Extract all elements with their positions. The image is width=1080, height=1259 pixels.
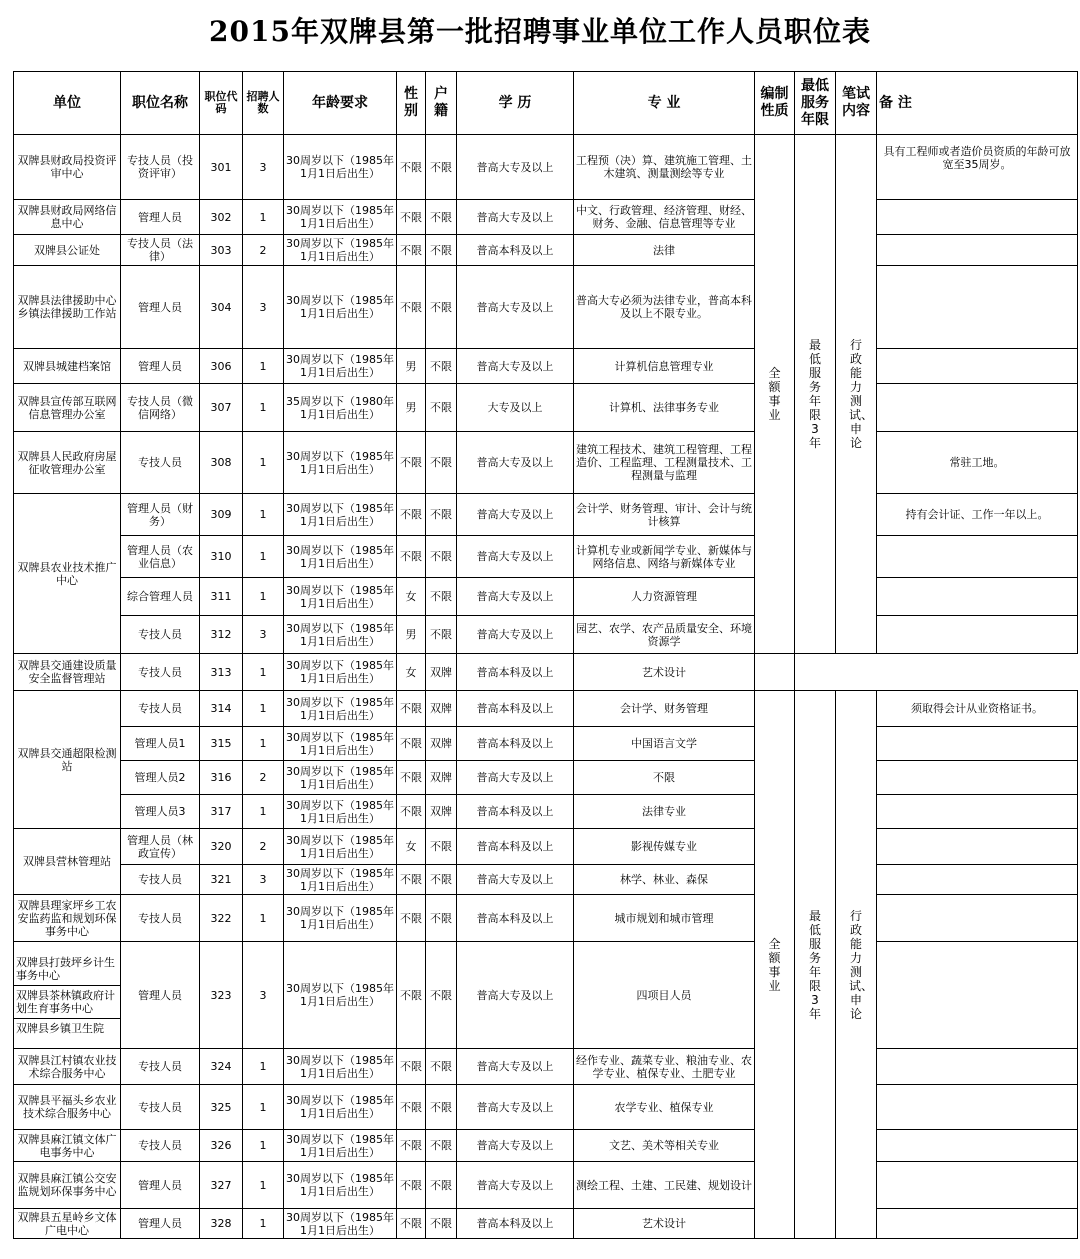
position-cell: 专技人员 [121, 1085, 200, 1130]
age-cell: 30周岁以下（1985年1月1日后出生） [284, 1209, 397, 1239]
edu-cell: 普高大专及以上 [457, 494, 574, 536]
gender-cell: 不限 [397, 135, 426, 200]
table-row [14, 865, 1078, 895]
table-row [14, 1085, 1078, 1130]
remark-cell: 具有工程师或者造价员资质的年龄可放宽至35周岁。 [877, 135, 1078, 200]
gender-cell: 男 [397, 616, 426, 654]
edu-cell: 普高本科及以上 [457, 829, 574, 865]
edu-cell: 普高大专及以上 [457, 1085, 574, 1130]
major-cell: 计算机、法律事务专业 [574, 384, 755, 432]
major-cell: 测绘工程、土建、工民建、规划设计 [574, 1162, 755, 1209]
position-cell: 管理人员 [121, 200, 200, 235]
count-cell: 1 [243, 795, 284, 829]
hukou-cell: 不限 [426, 1085, 457, 1130]
position-cell: 专技人员 [121, 1130, 200, 1162]
gender-cell: 不限 [397, 1085, 426, 1130]
major-cell: 普高大专必须为法律专业，普高本科及以上不限专业。 [574, 266, 755, 349]
remark-cell [877, 761, 1078, 795]
count-cell: 1 [243, 1162, 284, 1209]
service-cell [795, 135, 836, 654]
hukou-cell: 不限 [426, 1049, 457, 1085]
table-row [14, 235, 1078, 266]
exam-text: 行政能力测试、申论 [849, 338, 874, 450]
remark-cell [877, 1049, 1078, 1085]
position-cell: 专技人员 [121, 865, 200, 895]
code-cell: 317 [200, 795, 243, 829]
unit-sub: 双牌县茶林镇政府计划生育事务中心 [14, 986, 120, 1019]
edu-cell: 普高大专及以上 [457, 865, 574, 895]
table-row [14, 895, 1078, 942]
code-cell: 322 [200, 895, 243, 942]
remark-cell [877, 1209, 1078, 1239]
major-cell: 艺术设计 [574, 1209, 755, 1239]
edu-cell: 普高大专及以上 [457, 349, 574, 384]
age-cell: 30周岁以下（1985年1月1日后出生） [284, 349, 397, 384]
position-cell: 管理人员（财务） [121, 494, 200, 536]
nature-cell [755, 135, 795, 654]
code-cell: 310 [200, 536, 243, 578]
unit-cell: 双牌县交通超限检测站 [14, 691, 121, 829]
major-cell: 工程预（决）算、建筑施工管理、土木建筑、测量测绘等专业 [574, 135, 755, 200]
hukou-cell: 不限 [426, 1130, 457, 1162]
age-cell: 30周岁以下（1985年1月1日后出生） [284, 829, 397, 865]
count-cell: 1 [243, 691, 284, 727]
age-cell: 30周岁以下（1985年1月1日后出生） [284, 616, 397, 654]
major-cell: 人力资源管理 [574, 578, 755, 616]
age-cell: 30周岁以下（1985年1月1日后出生） [284, 536, 397, 578]
remark-cell [877, 200, 1078, 235]
code-cell: 324 [200, 1049, 243, 1085]
major-cell: 艺术设计 [574, 654, 755, 691]
hukou-cell: 不限 [426, 536, 457, 578]
nature-text: 全额事业 [768, 366, 781, 422]
position-cell: 管理人员 [121, 266, 200, 349]
position-cell: 管理人员1 [121, 727, 200, 761]
nature-cell [755, 691, 795, 1239]
hukou-cell: 不限 [426, 865, 457, 895]
col-code: 职位代码 [200, 72, 243, 135]
col-gender: 性别 [397, 72, 426, 135]
edu-cell: 普高大专及以上 [457, 761, 574, 795]
age-cell: 30周岁以下（1985年1月1日后出生） [284, 1085, 397, 1130]
gender-cell: 不限 [397, 200, 426, 235]
hukou-cell: 不限 [426, 1162, 457, 1209]
table-row [14, 494, 1078, 536]
col-major: 专 业 [574, 72, 755, 135]
position-cell: 管理人员（农业信息） [121, 536, 200, 578]
count-cell: 1 [243, 1049, 284, 1085]
count-cell: 1 [243, 1209, 284, 1239]
count-cell: 1 [243, 654, 284, 691]
edu-cell: 普高本科及以上 [457, 727, 574, 761]
gender-cell: 不限 [397, 727, 426, 761]
edu-cell: 普高本科及以上 [457, 691, 574, 727]
unit-sub: 双牌县打鼓坪乡计生事务中心 [14, 953, 120, 986]
age-cell: 30周岁以下（1985年1月1日后出生） [284, 691, 397, 727]
age-cell: 30周岁以下（1985年1月1日后出生） [284, 1162, 397, 1209]
unit-cell: 双牌县城建档案馆 [14, 349, 121, 384]
gender-cell: 不限 [397, 494, 426, 536]
code-cell: 303 [200, 235, 243, 266]
hukou-cell: 不限 [426, 942, 457, 1049]
major-cell: 农学专业、植保专业 [574, 1085, 755, 1130]
count-cell: 2 [243, 235, 284, 266]
col-hukou: 户籍 [426, 72, 457, 135]
positions-table [13, 71, 1078, 1239]
count-cell: 1 [243, 384, 284, 432]
code-cell: 321 [200, 865, 243, 895]
table-row [14, 349, 1078, 384]
edu-cell: 普高大专及以上 [457, 536, 574, 578]
hukou-cell: 双牌 [426, 691, 457, 727]
gender-cell: 不限 [397, 536, 426, 578]
table-row [14, 578, 1078, 616]
code-cell: 314 [200, 691, 243, 727]
major-cell: 中国语言文学 [574, 727, 755, 761]
hukou-cell: 双牌 [426, 761, 457, 795]
count-cell: 1 [243, 494, 284, 536]
remark-cell [877, 795, 1078, 829]
code-cell: 306 [200, 349, 243, 384]
remark-cell [877, 266, 1078, 349]
hukou-cell: 不限 [426, 895, 457, 942]
remark-cell [877, 578, 1078, 616]
gender-cell: 不限 [397, 1162, 426, 1209]
code-cell: 313 [200, 654, 243, 691]
count-cell: 1 [243, 578, 284, 616]
code-cell: 307 [200, 384, 243, 432]
edu-cell: 普高大专及以上 [457, 616, 574, 654]
code-cell: 327 [200, 1162, 243, 1209]
col-education: 学 历 [457, 72, 574, 135]
remark-cell: 常驻工地。 [877, 432, 1078, 494]
edu-cell: 普高大专及以上 [457, 135, 574, 200]
age-cell: 30周岁以下（1985年1月1日后出生） [284, 727, 397, 761]
unit-cell: 双牌县麻江镇文体广电事务中心 [14, 1130, 121, 1162]
remark-cell [877, 1162, 1078, 1209]
age-cell: 30周岁以下（1985年1月1日后出生） [284, 432, 397, 494]
position-cell: 专技人员（法律） [121, 235, 200, 266]
major-cell: 中文、行政管理、经济管理、财经、财务、金融、信息管理等专业 [574, 200, 755, 235]
age-cell: 30周岁以下（1985年1月1日后出生） [284, 235, 397, 266]
major-cell: 法律专业 [574, 795, 755, 829]
table-row [14, 536, 1078, 578]
remark-cell [877, 1130, 1078, 1162]
position-cell: 专技人员（微信网络） [121, 384, 200, 432]
unit-cell: 双牌县财政局网络信息中心 [14, 200, 121, 235]
count-cell: 3 [243, 266, 284, 349]
edu-cell: 普高本科及以上 [457, 1209, 574, 1239]
hukou-cell: 不限 [426, 616, 457, 654]
gender-cell: 不限 [397, 942, 426, 1049]
code-cell: 325 [200, 1085, 243, 1130]
major-cell: 建筑工程技术、建筑工程管理、工程造价、工程监理、工程测量技术、工程测量与监理 [574, 432, 755, 494]
count-cell: 1 [243, 1130, 284, 1162]
table-row [14, 942, 1078, 1049]
gender-cell: 女 [397, 654, 426, 691]
position-cell: 专技人员 [121, 616, 200, 654]
col-service: 最低服务年限 [795, 72, 836, 135]
remark-cell [877, 536, 1078, 578]
table-row [14, 1130, 1078, 1162]
code-cell: 301 [200, 135, 243, 200]
code-cell: 326 [200, 1130, 243, 1162]
gender-cell: 不限 [397, 1130, 426, 1162]
unit-cell: 双牌县江村镇农业技术综合服务中心 [14, 1049, 121, 1085]
major-cell: 经作专业、蔬菜专业、粮油专业、农学专业、植保专业、土肥专业 [574, 1049, 755, 1085]
edu-cell: 普高大专及以上 [457, 1049, 574, 1085]
age-cell: 30周岁以下（1985年1月1日后出生） [284, 1130, 397, 1162]
major-cell: 会计学、财务管理、审计、会计与统计核算 [574, 494, 755, 536]
unit-cell: 双牌县平福头乡农业技术综合服务中心 [14, 1085, 121, 1130]
table-row [14, 829, 1078, 865]
edu-cell: 普高大专及以上 [457, 266, 574, 349]
hukou-cell: 不限 [426, 266, 457, 349]
gender-cell: 不限 [397, 865, 426, 895]
hukou-cell: 不限 [426, 1209, 457, 1239]
hukou-cell: 不限 [426, 432, 457, 494]
unit-cell: 双牌县法律援助中心乡镇法律援助工作站 [14, 266, 121, 349]
major-cell: 会计学、财务管理 [574, 691, 755, 727]
major-cell: 计算机信息管理专业 [574, 349, 755, 384]
remark-cell [877, 349, 1078, 384]
age-cell: 30周岁以下（1985年1月1日后出生） [284, 895, 397, 942]
hukou-cell: 不限 [426, 135, 457, 200]
count-cell: 1 [243, 349, 284, 384]
major-cell: 林学、林业、森保 [574, 865, 755, 895]
page-title: 2015年双牌县第一批招聘事业单位工作人员职位表 [209, 15, 871, 48]
header-row [14, 72, 1078, 135]
code-cell: 316 [200, 761, 243, 795]
remark-cell: 须取得会计从业资格证书。 [877, 691, 1078, 727]
code-cell: 315 [200, 727, 243, 761]
remark-cell [755, 654, 795, 691]
table-row [14, 691, 1078, 727]
major-cell: 园艺、农学、农产品质量安全、环境资源学 [574, 616, 755, 654]
gender-cell: 女 [397, 829, 426, 865]
code-cell: 312 [200, 616, 243, 654]
code-cell: 320 [200, 829, 243, 865]
table-row [14, 761, 1078, 795]
unit-cell: 双牌县农业技术推广中心 [14, 494, 121, 654]
position-cell: 专技人员 [121, 895, 200, 942]
hukou-cell: 不限 [426, 384, 457, 432]
age-cell: 30周岁以下（1985年1月1日后出生） [284, 865, 397, 895]
unit-cell: 双牌县交通建设质量安全监督管理站 [14, 654, 121, 691]
age-cell: 35周岁以下（1980年1月1日后出生） [284, 384, 397, 432]
hukou-cell: 双牌 [426, 727, 457, 761]
code-cell: 323 [200, 942, 243, 1049]
code-cell: 328 [200, 1209, 243, 1239]
service-text: 最低服务年限3年 [808, 908, 821, 1021]
count-cell: 1 [243, 200, 284, 235]
major-cell: 城市规划和城市管理 [574, 895, 755, 942]
unit-cell [14, 942, 121, 1049]
table-row [14, 384, 1078, 432]
gender-cell: 男 [397, 384, 426, 432]
count-cell: 1 [243, 536, 284, 578]
col-position: 职位名称 [121, 72, 200, 135]
age-cell: 30周岁以下（1985年1月1日后出生） [284, 266, 397, 349]
table-row [14, 266, 1078, 349]
nature-text: 全额事业 [768, 936, 781, 993]
age-cell: 30周岁以下（1985年1月1日后出生） [284, 494, 397, 536]
position-cell: 管理人员 [121, 942, 200, 1049]
unit-cell: 双牌县麻江镇公交安监规划环保事务中心 [14, 1162, 121, 1209]
code-cell: 302 [200, 200, 243, 235]
major-cell: 影视传媒专业 [574, 829, 755, 865]
count-cell: 3 [243, 616, 284, 654]
service-text: 最低服务年限3年 [808, 338, 821, 450]
remark-cell [877, 895, 1078, 942]
code-cell: 311 [200, 578, 243, 616]
remark-cell: 持有会计证、工作一年以上。 [877, 494, 1078, 536]
edu-cell: 普高大专及以上 [457, 578, 574, 616]
unit-cell: 双牌县财政局投资评审中心 [14, 135, 121, 200]
count-cell: 2 [243, 761, 284, 795]
remark-cell [877, 235, 1078, 266]
col-nature: 编制性质 [755, 72, 795, 135]
edu-cell: 普高本科及以上 [457, 654, 574, 691]
count-cell: 2 [243, 829, 284, 865]
position-cell: 管理人员 [121, 1209, 200, 1239]
position-cell: 管理人员（林政宣传） [121, 829, 200, 865]
gender-cell: 不限 [397, 691, 426, 727]
table-row [14, 135, 1078, 200]
unit-cell: 双牌县五星岭乡文体广电中心 [14, 1209, 121, 1239]
gender-cell: 不限 [397, 1209, 426, 1239]
unit-cell: 双牌县理家坪乡工农安监药监和规划环保事务中心 [14, 895, 121, 942]
major-cell: 四项目人员 [574, 942, 755, 1049]
unit-cell: 双牌县宣传部互联网信息管理办公室 [14, 384, 121, 432]
remark-cell [877, 942, 1078, 1049]
table-row [14, 432, 1078, 494]
unit-cell: 双牌县人民政府房屋征收管理办公室 [14, 432, 121, 494]
age-cell: 30周岁以下（1985年1月1日后出生） [284, 200, 397, 235]
age-cell: 30周岁以下（1985年1月1日后出生） [284, 795, 397, 829]
gender-cell: 不限 [397, 432, 426, 494]
edu-cell: 普高大专及以上 [457, 1130, 574, 1162]
edu-cell: 普高大专及以上 [457, 1162, 574, 1209]
table-row [14, 1162, 1078, 1209]
position-cell: 专技人员（投资评审） [121, 135, 200, 200]
major-cell: 法律 [574, 235, 755, 266]
position-cell: 管理人员2 [121, 761, 200, 795]
hukou-cell: 不限 [426, 829, 457, 865]
gender-cell: 不限 [397, 235, 426, 266]
major-cell: 不限 [574, 761, 755, 795]
edu-cell: 大专及以上 [457, 384, 574, 432]
exam-cell [836, 691, 877, 1239]
exam-cell [836, 135, 877, 654]
remark-cell [877, 616, 1078, 654]
age-cell: 30周岁以下（1985年1月1日后出生） [284, 761, 397, 795]
col-exam: 笔试内容 [836, 72, 877, 135]
position-cell: 专技人员 [121, 691, 200, 727]
hukou-cell: 双牌 [426, 795, 457, 829]
col-remark: 备 注 [877, 72, 1078, 135]
gender-cell: 女 [397, 578, 426, 616]
count-cell: 3 [243, 135, 284, 200]
position-cell: 管理人员 [121, 349, 200, 384]
remark-cell [877, 865, 1078, 895]
major-cell: 计算机专业或新闻学专业、新媒体与网络信息、网络与新媒体专业 [574, 536, 755, 578]
col-count: 招聘人数 [243, 72, 284, 135]
count-cell: 1 [243, 895, 284, 942]
edu-cell: 普高大专及以上 [457, 942, 574, 1049]
table-row [14, 727, 1078, 761]
service-cell [795, 691, 836, 1239]
remark-cell [877, 829, 1078, 865]
age-cell: 30周岁以下（1985年1月1日后出生） [284, 135, 397, 200]
position-cell: 综合管理人员 [121, 578, 200, 616]
table-row [14, 1049, 1078, 1085]
gender-cell: 男 [397, 349, 426, 384]
count-cell: 1 [243, 727, 284, 761]
edu-cell: 普高大专及以上 [457, 200, 574, 235]
hukou-cell: 不限 [426, 578, 457, 616]
edu-cell: 普高本科及以上 [457, 235, 574, 266]
hukou-cell: 双牌 [426, 654, 457, 691]
age-cell: 30周岁以下（1985年1月1日后出生） [284, 942, 397, 1049]
age-cell: 30周岁以下（1985年1月1日后出生） [284, 654, 397, 691]
position-cell: 专技人员 [121, 432, 200, 494]
gender-cell: 不限 [397, 795, 426, 829]
hukou-cell: 不限 [426, 235, 457, 266]
edu-cell: 普高本科及以上 [457, 895, 574, 942]
age-cell: 30周岁以下（1985年1月1日后出生） [284, 578, 397, 616]
count-cell: 1 [243, 1085, 284, 1130]
major-cell: 文艺、美术等相关专业 [574, 1130, 755, 1162]
edu-cell: 普高本科及以上 [457, 795, 574, 829]
unit-cell: 双牌县营林管理站 [14, 829, 121, 895]
table-row [14, 654, 1078, 691]
hukou-cell: 不限 [426, 349, 457, 384]
table-row [14, 795, 1078, 829]
table-row [14, 616, 1078, 654]
count-cell: 1 [243, 432, 284, 494]
code-cell: 304 [200, 266, 243, 349]
remark-cell [877, 1085, 1078, 1130]
hukou-cell: 不限 [426, 494, 457, 536]
exam-text: 行政能力测试、申论 [849, 908, 874, 1021]
position-cell: 专技人员 [121, 1049, 200, 1085]
count-cell: 3 [243, 865, 284, 895]
code-cell: 309 [200, 494, 243, 536]
gender-cell: 不限 [397, 895, 426, 942]
gender-cell: 不限 [397, 1049, 426, 1085]
unit-cell: 双牌县公证处 [14, 235, 121, 266]
unit-sub: 双牌县乡镇卫生院 [16, 1021, 104, 1035]
remark-cell [877, 727, 1078, 761]
table-row [14, 200, 1078, 235]
code-cell: 308 [200, 432, 243, 494]
count-cell: 3 [243, 942, 284, 1049]
position-cell: 管理人员 [121, 1162, 200, 1209]
position-cell: 管理人员3 [121, 795, 200, 829]
col-unit: 单位 [14, 72, 121, 135]
gender-cell: 不限 [397, 761, 426, 795]
gender-cell: 不限 [397, 266, 426, 349]
edu-cell: 普高大专及以上 [457, 432, 574, 494]
age-cell: 30周岁以下（1985年1月1日后出生） [284, 1049, 397, 1085]
col-age: 年龄要求 [284, 72, 397, 135]
table-row [14, 1209, 1078, 1239]
hukou-cell: 不限 [426, 200, 457, 235]
remark-cell [877, 384, 1078, 432]
position-cell: 专技人员 [121, 654, 200, 691]
